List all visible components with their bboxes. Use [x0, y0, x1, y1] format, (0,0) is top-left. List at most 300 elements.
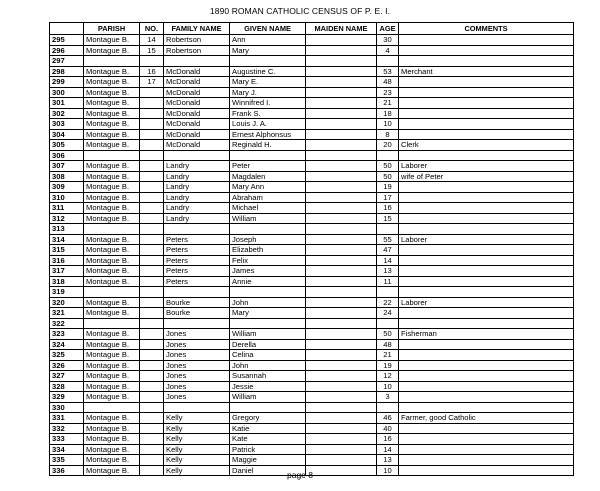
given-name-cell: Ernest Alphonsus — [230, 129, 306, 140]
comments-cell — [399, 213, 574, 224]
parish-cell: Montague B. — [84, 392, 140, 403]
given-name-cell: Frank S. — [230, 108, 306, 119]
row-number-cell: 312 — [50, 213, 84, 224]
age-cell — [377, 150, 399, 161]
age-cell: 47 — [377, 245, 399, 256]
row-number-cell: 307 — [50, 161, 84, 172]
maiden-name-cell — [306, 297, 377, 308]
age-cell: 21 — [377, 350, 399, 361]
maiden-name-cell — [306, 329, 377, 340]
table-row — [50, 182, 574, 193]
comments-cell — [399, 287, 574, 298]
family-name-cell: McDonald — [164, 140, 230, 151]
household-number-cell — [140, 329, 164, 340]
table-row — [50, 402, 574, 413]
row-number-cell: 322 — [50, 318, 84, 329]
family-name-cell: Jones — [164, 381, 230, 392]
parish-cell: Montague B. — [84, 245, 140, 256]
header-cell: COMMENTS — [399, 23, 574, 35]
household-number-cell — [140, 171, 164, 182]
age-cell: 20 — [377, 140, 399, 151]
parish-cell: Montague B. — [84, 413, 140, 424]
parish-cell — [84, 56, 140, 67]
maiden-name-cell — [306, 413, 377, 424]
age-cell: 50 — [377, 171, 399, 182]
row-number-cell: 317 — [50, 266, 84, 277]
household-number-cell — [140, 318, 164, 329]
parish-cell: Montague B. — [84, 276, 140, 287]
row-number-cell: 298 — [50, 66, 84, 77]
family-name-cell: Kelly — [164, 423, 230, 434]
household-number-cell — [140, 245, 164, 256]
comments-cell — [399, 423, 574, 434]
maiden-name-cell — [306, 161, 377, 172]
age-cell: 23 — [377, 87, 399, 98]
age-cell: 10 — [377, 119, 399, 130]
given-name-cell: Elizabeth — [230, 245, 306, 256]
comments-cell: Farmer, good Catholic — [399, 413, 574, 424]
age-cell: 11 — [377, 276, 399, 287]
table-row — [50, 203, 574, 214]
table-row — [50, 224, 574, 235]
row-number-cell: 302 — [50, 108, 84, 119]
parish-cell: Montague B. — [84, 182, 140, 193]
parish-cell: Montague B. — [84, 77, 140, 88]
comments-cell — [399, 45, 574, 56]
age-cell: 50 — [377, 161, 399, 172]
comments-cell — [399, 255, 574, 266]
household-number-cell — [140, 129, 164, 140]
comments-cell — [399, 98, 574, 109]
comments-cell — [399, 87, 574, 98]
table-row — [50, 308, 574, 319]
family-name-cell: Kelly — [164, 434, 230, 445]
maiden-name-cell — [306, 308, 377, 319]
maiden-name-cell — [306, 255, 377, 266]
row-number-cell: 313 — [50, 224, 84, 235]
table-row — [50, 171, 574, 182]
header-cell: PARISH — [84, 23, 140, 35]
maiden-name-cell — [306, 192, 377, 203]
age-cell: 19 — [377, 182, 399, 193]
table-row — [50, 56, 574, 67]
table-row — [50, 455, 574, 466]
maiden-name-cell — [306, 371, 377, 382]
given-name-cell: Maggie — [230, 455, 306, 466]
age-cell: 8 — [377, 129, 399, 140]
given-name-cell: Joseph — [230, 234, 306, 245]
parish-cell: Montague B. — [84, 171, 140, 182]
given-name-cell: Mary — [230, 308, 306, 319]
row-number-cell: 329 — [50, 392, 84, 403]
comments-cell — [399, 318, 574, 329]
row-number-cell: 331 — [50, 413, 84, 424]
parish-cell: Montague B. — [84, 434, 140, 445]
household-number-cell: 17 — [140, 77, 164, 88]
household-number-cell — [140, 402, 164, 413]
maiden-name-cell — [306, 56, 377, 67]
household-number-cell — [140, 413, 164, 424]
maiden-name-cell — [306, 339, 377, 350]
table-row — [50, 444, 574, 455]
age-cell: 10 — [377, 381, 399, 392]
parish-cell: Montague B. — [84, 87, 140, 98]
parish-cell: Montague B. — [84, 266, 140, 277]
given-name-cell: Daniel — [230, 465, 306, 476]
row-number-cell: 321 — [50, 308, 84, 319]
comments-cell — [399, 434, 574, 445]
household-number-cell — [140, 350, 164, 361]
parish-cell: Montague B. — [84, 119, 140, 130]
row-number-cell: 323 — [50, 329, 84, 340]
parish-cell — [84, 402, 140, 413]
household-number-cell — [140, 255, 164, 266]
age-cell: 10 — [377, 465, 399, 476]
table-row — [50, 234, 574, 245]
age-cell: 4 — [377, 45, 399, 56]
row-number-cell: 324 — [50, 339, 84, 350]
parish-cell: Montague B. — [84, 360, 140, 371]
table-row — [50, 161, 574, 172]
given-name-cell: William — [230, 213, 306, 224]
row-number-cell: 295 — [50, 35, 84, 46]
maiden-name-cell — [306, 245, 377, 256]
family-name-cell: Kelly — [164, 465, 230, 476]
row-number-cell: 328 — [50, 381, 84, 392]
table-row — [50, 129, 574, 140]
table-row — [50, 339, 574, 350]
parish-cell: Montague B. — [84, 108, 140, 119]
row-number-cell: 303 — [50, 119, 84, 130]
parish-cell: Montague B. — [84, 423, 140, 434]
parish-cell — [84, 287, 140, 298]
comments-cell: Laborer — [399, 234, 574, 245]
age-cell — [377, 402, 399, 413]
maiden-name-cell — [306, 150, 377, 161]
parish-cell: Montague B. — [84, 161, 140, 172]
comments-cell: Laborer — [399, 161, 574, 172]
given-name-cell — [230, 402, 306, 413]
comments-cell — [399, 182, 574, 193]
family-name-cell: Peters — [164, 266, 230, 277]
given-name-cell: Susannah — [230, 371, 306, 382]
given-name-cell: James — [230, 266, 306, 277]
parish-cell: Montague B. — [84, 129, 140, 140]
family-name-cell: Kelly — [164, 413, 230, 424]
household-number-cell — [140, 423, 164, 434]
row-number-cell: 318 — [50, 276, 84, 287]
maiden-name-cell — [306, 140, 377, 151]
comments-cell — [399, 402, 574, 413]
age-cell — [377, 287, 399, 298]
row-number-cell: 315 — [50, 245, 84, 256]
age-cell: 18 — [377, 108, 399, 119]
table-row — [50, 297, 574, 308]
given-name-cell: John — [230, 297, 306, 308]
table-row — [50, 287, 574, 298]
given-name-cell: Louis J. A. — [230, 119, 306, 130]
maiden-name-cell — [306, 392, 377, 403]
family-name-cell — [164, 287, 230, 298]
maiden-name-cell — [306, 455, 377, 466]
row-number-cell: 330 — [50, 402, 84, 413]
age-cell: 24 — [377, 308, 399, 319]
table-row — [50, 392, 574, 403]
parish-cell: Montague B. — [84, 308, 140, 319]
family-name-cell: Jones — [164, 371, 230, 382]
row-number-cell: 301 — [50, 98, 84, 109]
comments-cell: Fisherman — [399, 329, 574, 340]
family-name-cell: Landry — [164, 203, 230, 214]
family-name-cell: Landry — [164, 213, 230, 224]
age-cell: 3 — [377, 392, 399, 403]
given-name-cell: Annie — [230, 276, 306, 287]
comments-cell — [399, 392, 574, 403]
comments-cell — [399, 224, 574, 235]
given-name-cell: Katie — [230, 423, 306, 434]
family-name-cell — [164, 150, 230, 161]
row-number-cell: 326 — [50, 360, 84, 371]
household-number-cell — [140, 161, 164, 172]
household-number-cell: 14 — [140, 35, 164, 46]
age-cell: 30 — [377, 35, 399, 46]
given-name-cell: Celina — [230, 350, 306, 361]
family-name-cell: Landry — [164, 182, 230, 193]
maiden-name-cell — [306, 119, 377, 130]
given-name-cell: Augustine C. — [230, 66, 306, 77]
comments-cell: wife of Peter — [399, 171, 574, 182]
family-name-cell: Jones — [164, 360, 230, 371]
row-number-cell: 314 — [50, 234, 84, 245]
row-number-cell: 325 — [50, 350, 84, 361]
row-number-cell: 327 — [50, 371, 84, 382]
age-cell: 17 — [377, 192, 399, 203]
family-name-cell: Landry — [164, 192, 230, 203]
age-cell: 14 — [377, 444, 399, 455]
row-number-cell: 316 — [50, 255, 84, 266]
parish-cell: Montague B. — [84, 66, 140, 77]
maiden-name-cell — [306, 77, 377, 88]
maiden-name-cell — [306, 234, 377, 245]
given-name-cell — [230, 224, 306, 235]
maiden-name-cell — [306, 98, 377, 109]
age-cell: 16 — [377, 434, 399, 445]
given-name-cell: Mary Ann — [230, 182, 306, 193]
given-name-cell: Derella — [230, 339, 306, 350]
given-name-cell: Abraham — [230, 192, 306, 203]
given-name-cell: Felix — [230, 255, 306, 266]
row-number-cell: 335 — [50, 455, 84, 466]
age-cell: 53 — [377, 66, 399, 77]
comments-cell — [399, 192, 574, 203]
table-row — [50, 108, 574, 119]
household-number-cell — [140, 56, 164, 67]
table-row — [50, 213, 574, 224]
comments-cell: Clerk — [399, 140, 574, 151]
given-name-cell: Winnifred I. — [230, 98, 306, 109]
header-cell: GIVEN NAME — [230, 23, 306, 35]
family-name-cell: Landry — [164, 161, 230, 172]
family-name-cell: McDonald — [164, 87, 230, 98]
given-name-cell: Peter — [230, 161, 306, 172]
given-name-cell: John — [230, 360, 306, 371]
family-name-cell: McDonald — [164, 77, 230, 88]
family-name-cell: Peters — [164, 234, 230, 245]
comments-cell — [399, 266, 574, 277]
comments-cell — [399, 108, 574, 119]
header-cell: MAIDEN NAME — [306, 23, 377, 35]
household-number-cell — [140, 182, 164, 193]
table-row — [50, 255, 574, 266]
family-name-cell: Jones — [164, 329, 230, 340]
age-cell — [377, 56, 399, 67]
header-row — [50, 23, 574, 35]
comments-cell — [399, 339, 574, 350]
household-number-cell — [140, 192, 164, 203]
family-name-cell: Robertson — [164, 35, 230, 46]
comments-cell — [399, 245, 574, 256]
age-cell — [377, 318, 399, 329]
household-number-cell — [140, 150, 164, 161]
household-number-cell — [140, 360, 164, 371]
given-name-cell: William — [230, 329, 306, 340]
comments-cell — [399, 371, 574, 382]
comments-cell: Laborer — [399, 297, 574, 308]
given-name-cell: Jessie — [230, 381, 306, 392]
family-name-cell — [164, 402, 230, 413]
household-number-cell — [140, 266, 164, 277]
maiden-name-cell — [306, 402, 377, 413]
row-number-cell: 300 — [50, 87, 84, 98]
age-cell: 15 — [377, 213, 399, 224]
parish-cell: Montague B. — [84, 455, 140, 466]
comments-cell — [399, 150, 574, 161]
table-row — [50, 245, 574, 256]
parish-cell — [84, 318, 140, 329]
row-number-cell: 296 — [50, 45, 84, 56]
row-number-cell: 336 — [50, 465, 84, 476]
household-number-cell — [140, 371, 164, 382]
comments-cell: Merchant — [399, 66, 574, 77]
row-number-cell: 311 — [50, 203, 84, 214]
comments-cell — [399, 444, 574, 455]
age-cell: 22 — [377, 297, 399, 308]
table-row — [50, 360, 574, 371]
table-row — [50, 276, 574, 287]
maiden-name-cell — [306, 287, 377, 298]
parish-cell — [84, 224, 140, 235]
given-name-cell — [230, 287, 306, 298]
parish-cell: Montague B. — [84, 297, 140, 308]
row-number-cell: 305 — [50, 140, 84, 151]
family-name-cell: McDonald — [164, 98, 230, 109]
parish-cell: Montague B. — [84, 203, 140, 214]
age-cell: 13 — [377, 266, 399, 277]
header-cell: FAMILY NAME — [164, 23, 230, 35]
maiden-name-cell — [306, 423, 377, 434]
family-name-cell: Kelly — [164, 455, 230, 466]
row-number-cell: 304 — [50, 129, 84, 140]
parish-cell: Montague B. — [84, 350, 140, 361]
comments-cell — [399, 360, 574, 371]
age-cell: 13 — [377, 455, 399, 466]
household-number-cell: 15 — [140, 45, 164, 56]
family-name-cell: Bourke — [164, 308, 230, 319]
row-number-cell: 310 — [50, 192, 84, 203]
comments-cell — [399, 381, 574, 392]
table-row — [50, 192, 574, 203]
table-row — [50, 150, 574, 161]
age-cell: 21 — [377, 98, 399, 109]
family-name-cell: Jones — [164, 392, 230, 403]
comments-cell — [399, 35, 574, 46]
parish-cell: Montague B. — [84, 98, 140, 109]
table-row — [50, 266, 574, 277]
age-cell: 40 — [377, 423, 399, 434]
maiden-name-cell — [306, 129, 377, 140]
age-cell: 16 — [377, 203, 399, 214]
maiden-name-cell — [306, 203, 377, 214]
family-name-cell: McDonald — [164, 66, 230, 77]
family-name-cell — [164, 56, 230, 67]
household-number-cell — [140, 234, 164, 245]
household-number-cell — [140, 287, 164, 298]
family-name-cell — [164, 224, 230, 235]
household-number-cell — [140, 213, 164, 224]
household-number-cell — [140, 308, 164, 319]
given-name-cell — [230, 56, 306, 67]
age-cell — [377, 224, 399, 235]
family-name-cell: Kelly — [164, 444, 230, 455]
census-table — [49, 22, 574, 476]
row-number-cell: 299 — [50, 77, 84, 88]
header-cell — [50, 23, 84, 35]
table-row — [50, 318, 574, 329]
maiden-name-cell — [306, 35, 377, 46]
parish-cell — [84, 150, 140, 161]
parish-cell: Montague B. — [84, 339, 140, 350]
table-row — [50, 350, 574, 361]
parish-cell: Montague B. — [84, 45, 140, 56]
comments-cell — [399, 276, 574, 287]
maiden-name-cell — [306, 381, 377, 392]
row-number-cell: 320 — [50, 297, 84, 308]
household-number-cell — [140, 381, 164, 392]
table-row — [50, 98, 574, 109]
row-number-cell: 297 — [50, 56, 84, 67]
page-title: 1890 ROMAN CATHOLIC CENSUS OF P. E. I. — [209, 6, 391, 16]
parish-cell: Montague B. — [84, 465, 140, 476]
given-name-cell: William — [230, 392, 306, 403]
table-row — [50, 87, 574, 98]
maiden-name-cell — [306, 350, 377, 361]
page-number: page 8 — [287, 470, 313, 480]
given-name-cell: Kate — [230, 434, 306, 445]
household-number-cell: 16 — [140, 66, 164, 77]
maiden-name-cell — [306, 224, 377, 235]
header-cell: NO. — [140, 23, 164, 35]
given-name-cell: Mary — [230, 45, 306, 56]
household-number-cell — [140, 276, 164, 287]
comments-cell — [399, 119, 574, 130]
table-row — [50, 423, 574, 434]
comments-cell — [399, 56, 574, 67]
household-number-cell — [140, 455, 164, 466]
family-name-cell: Robertson — [164, 45, 230, 56]
household-number-cell — [140, 434, 164, 445]
parish-cell: Montague B. — [84, 329, 140, 340]
given-name-cell: Mary J. — [230, 87, 306, 98]
